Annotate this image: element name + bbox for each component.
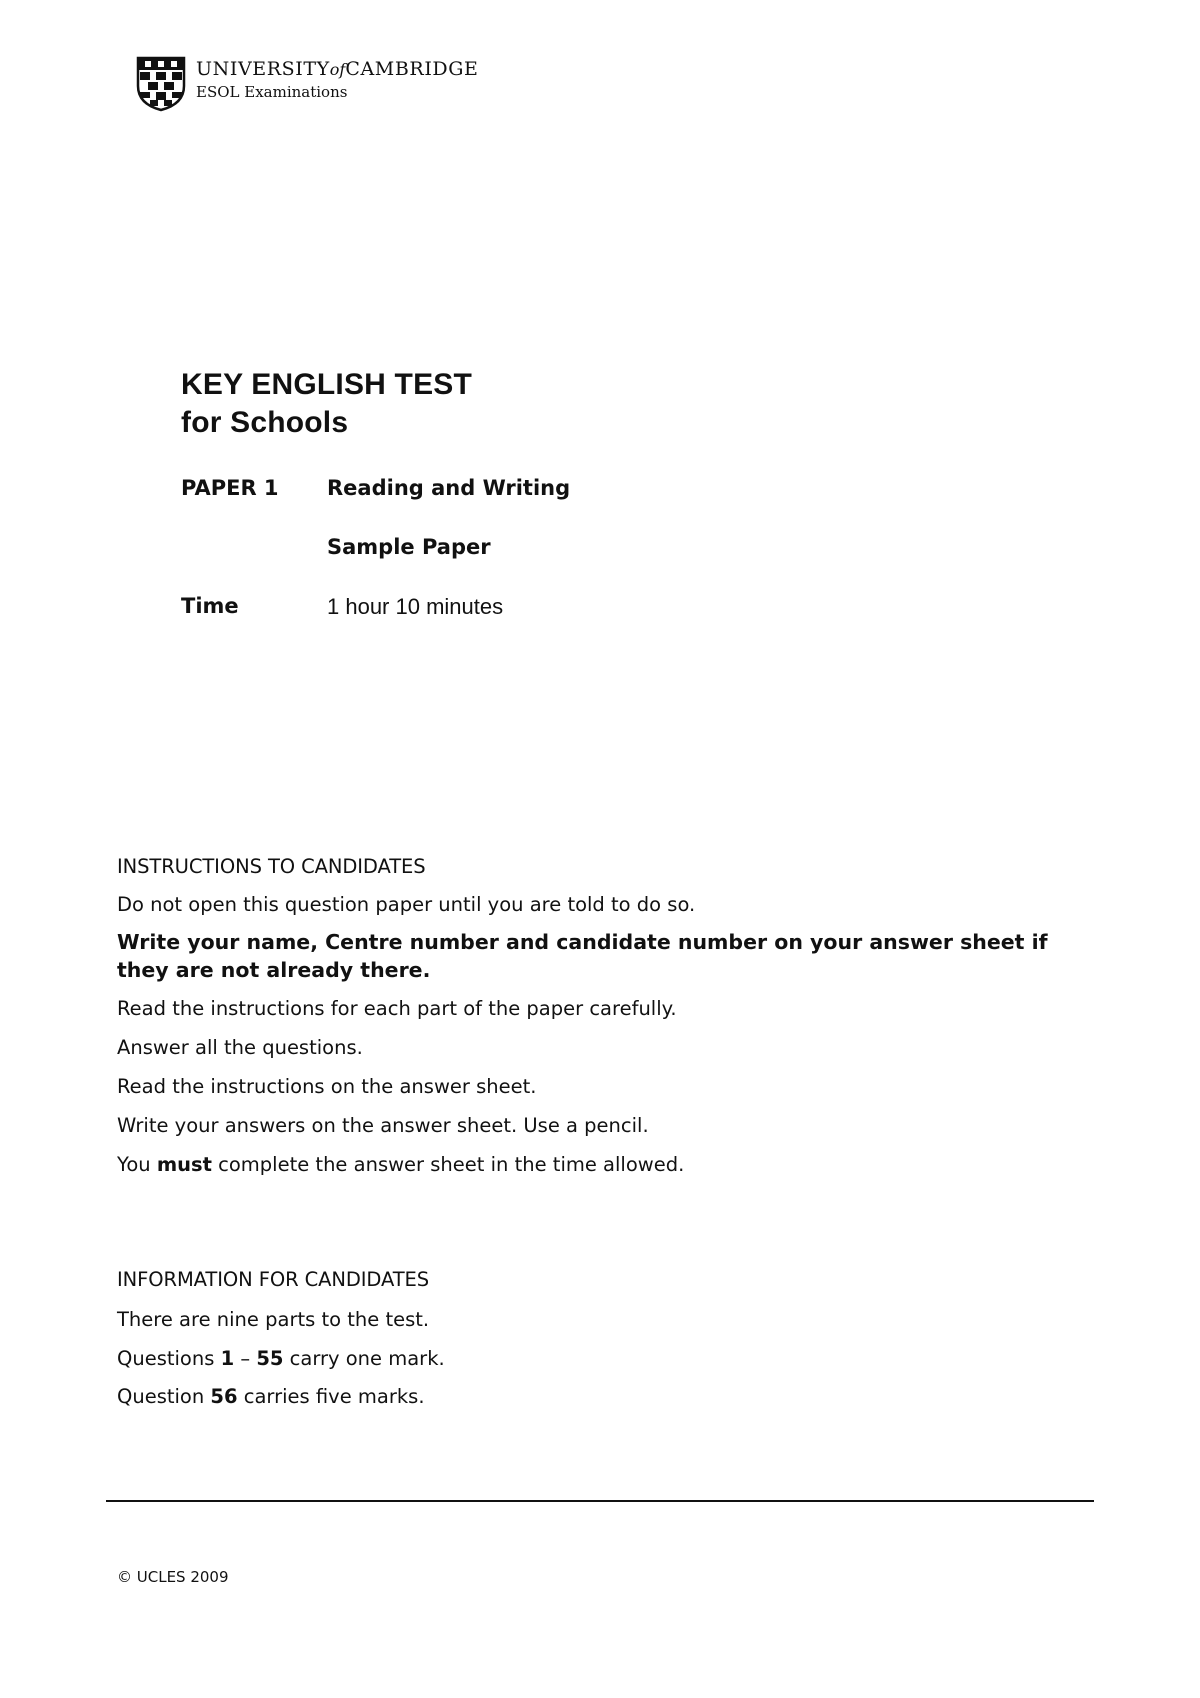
question-range-end: 55 xyxy=(256,1347,284,1370)
information-text-pre: Questions xyxy=(117,1347,221,1370)
information-heading: INFORMATION FOR CANDIDATES xyxy=(117,1268,430,1291)
range-dash: – xyxy=(234,1347,257,1370)
instructions-line-1 xyxy=(117,893,695,916)
instruction-text: Read the instructions for each part of the paper carefully. xyxy=(117,997,677,1020)
time-value: 1 hour 10 minutes xyxy=(327,594,504,619)
instructions-line-3 xyxy=(117,997,677,1020)
instruction-text: Read the instructions on the answer sheet. xyxy=(117,1075,537,1098)
instruction-text xyxy=(117,1153,684,1176)
test-title-line1: KEY ENGLISH TEST xyxy=(181,368,473,401)
footer-divider xyxy=(106,1500,1094,1502)
time-label: Time xyxy=(181,594,239,618)
information-text xyxy=(117,1385,425,1408)
information-line-3 xyxy=(117,1385,425,1408)
information-line-1 xyxy=(117,1308,429,1331)
instruction-text: Answer all the questions. xyxy=(117,1036,363,1059)
information-text-pre: Question xyxy=(117,1385,211,1408)
paper-name: Reading and Writing xyxy=(327,476,571,500)
test-title-line2: for Schools xyxy=(181,406,349,439)
cambridge-crest-icon xyxy=(136,56,186,112)
instructions-line-5 xyxy=(117,1075,536,1098)
paper-type: Sample Paper xyxy=(327,535,491,559)
information-text: There are nine parts to the test. xyxy=(117,1308,430,1331)
logo-cambridge: CAMBRIDGE xyxy=(345,58,479,80)
question-number: 56 xyxy=(210,1385,238,1408)
instructions-line-2 xyxy=(117,928,1097,984)
information-text xyxy=(117,1347,445,1370)
instruction-text: Write your answers on the answer sheet. Use a pencil. xyxy=(117,1114,649,1137)
information-text-post: carries five marks. xyxy=(237,1385,425,1408)
copyright-notice: © UCLES 2009 xyxy=(117,1568,229,1586)
instruction-text-bold: Write your name, Centre number and candidate number on your answer sheet if they are not already there. xyxy=(117,930,1048,982)
logo-of: of xyxy=(329,60,346,79)
logo-subtitle: ESOL Examinations xyxy=(196,83,348,101)
paper-label: PAPER 1 xyxy=(181,476,279,500)
instruction-emphasis: must xyxy=(156,1153,212,1176)
logo-university-prefix: UNIVERSITY xyxy=(196,58,330,80)
instruction-text-pre: You xyxy=(117,1153,157,1176)
university-logo xyxy=(136,56,496,112)
logo-university-name xyxy=(196,58,479,81)
information-text-post: carry one mark. xyxy=(283,1347,445,1370)
instructions-section xyxy=(117,855,426,878)
logo-wordmark xyxy=(196,58,479,103)
instructions-line-6 xyxy=(117,1114,649,1137)
instructions-line-4 xyxy=(117,1036,363,1059)
information-section xyxy=(117,1268,429,1291)
instruction-text: Do not open this question paper until you are told to do so. xyxy=(117,893,696,916)
question-range-start: 1 xyxy=(220,1347,235,1370)
test-title xyxy=(181,366,472,442)
instruction-text-post: complete the answer sheet in the time allowed. xyxy=(211,1153,685,1176)
information-line-2 xyxy=(117,1347,445,1370)
instructions-heading: INSTRUCTIONS TO CANDIDATES xyxy=(117,855,426,878)
instructions-line-7 xyxy=(117,1153,684,1176)
